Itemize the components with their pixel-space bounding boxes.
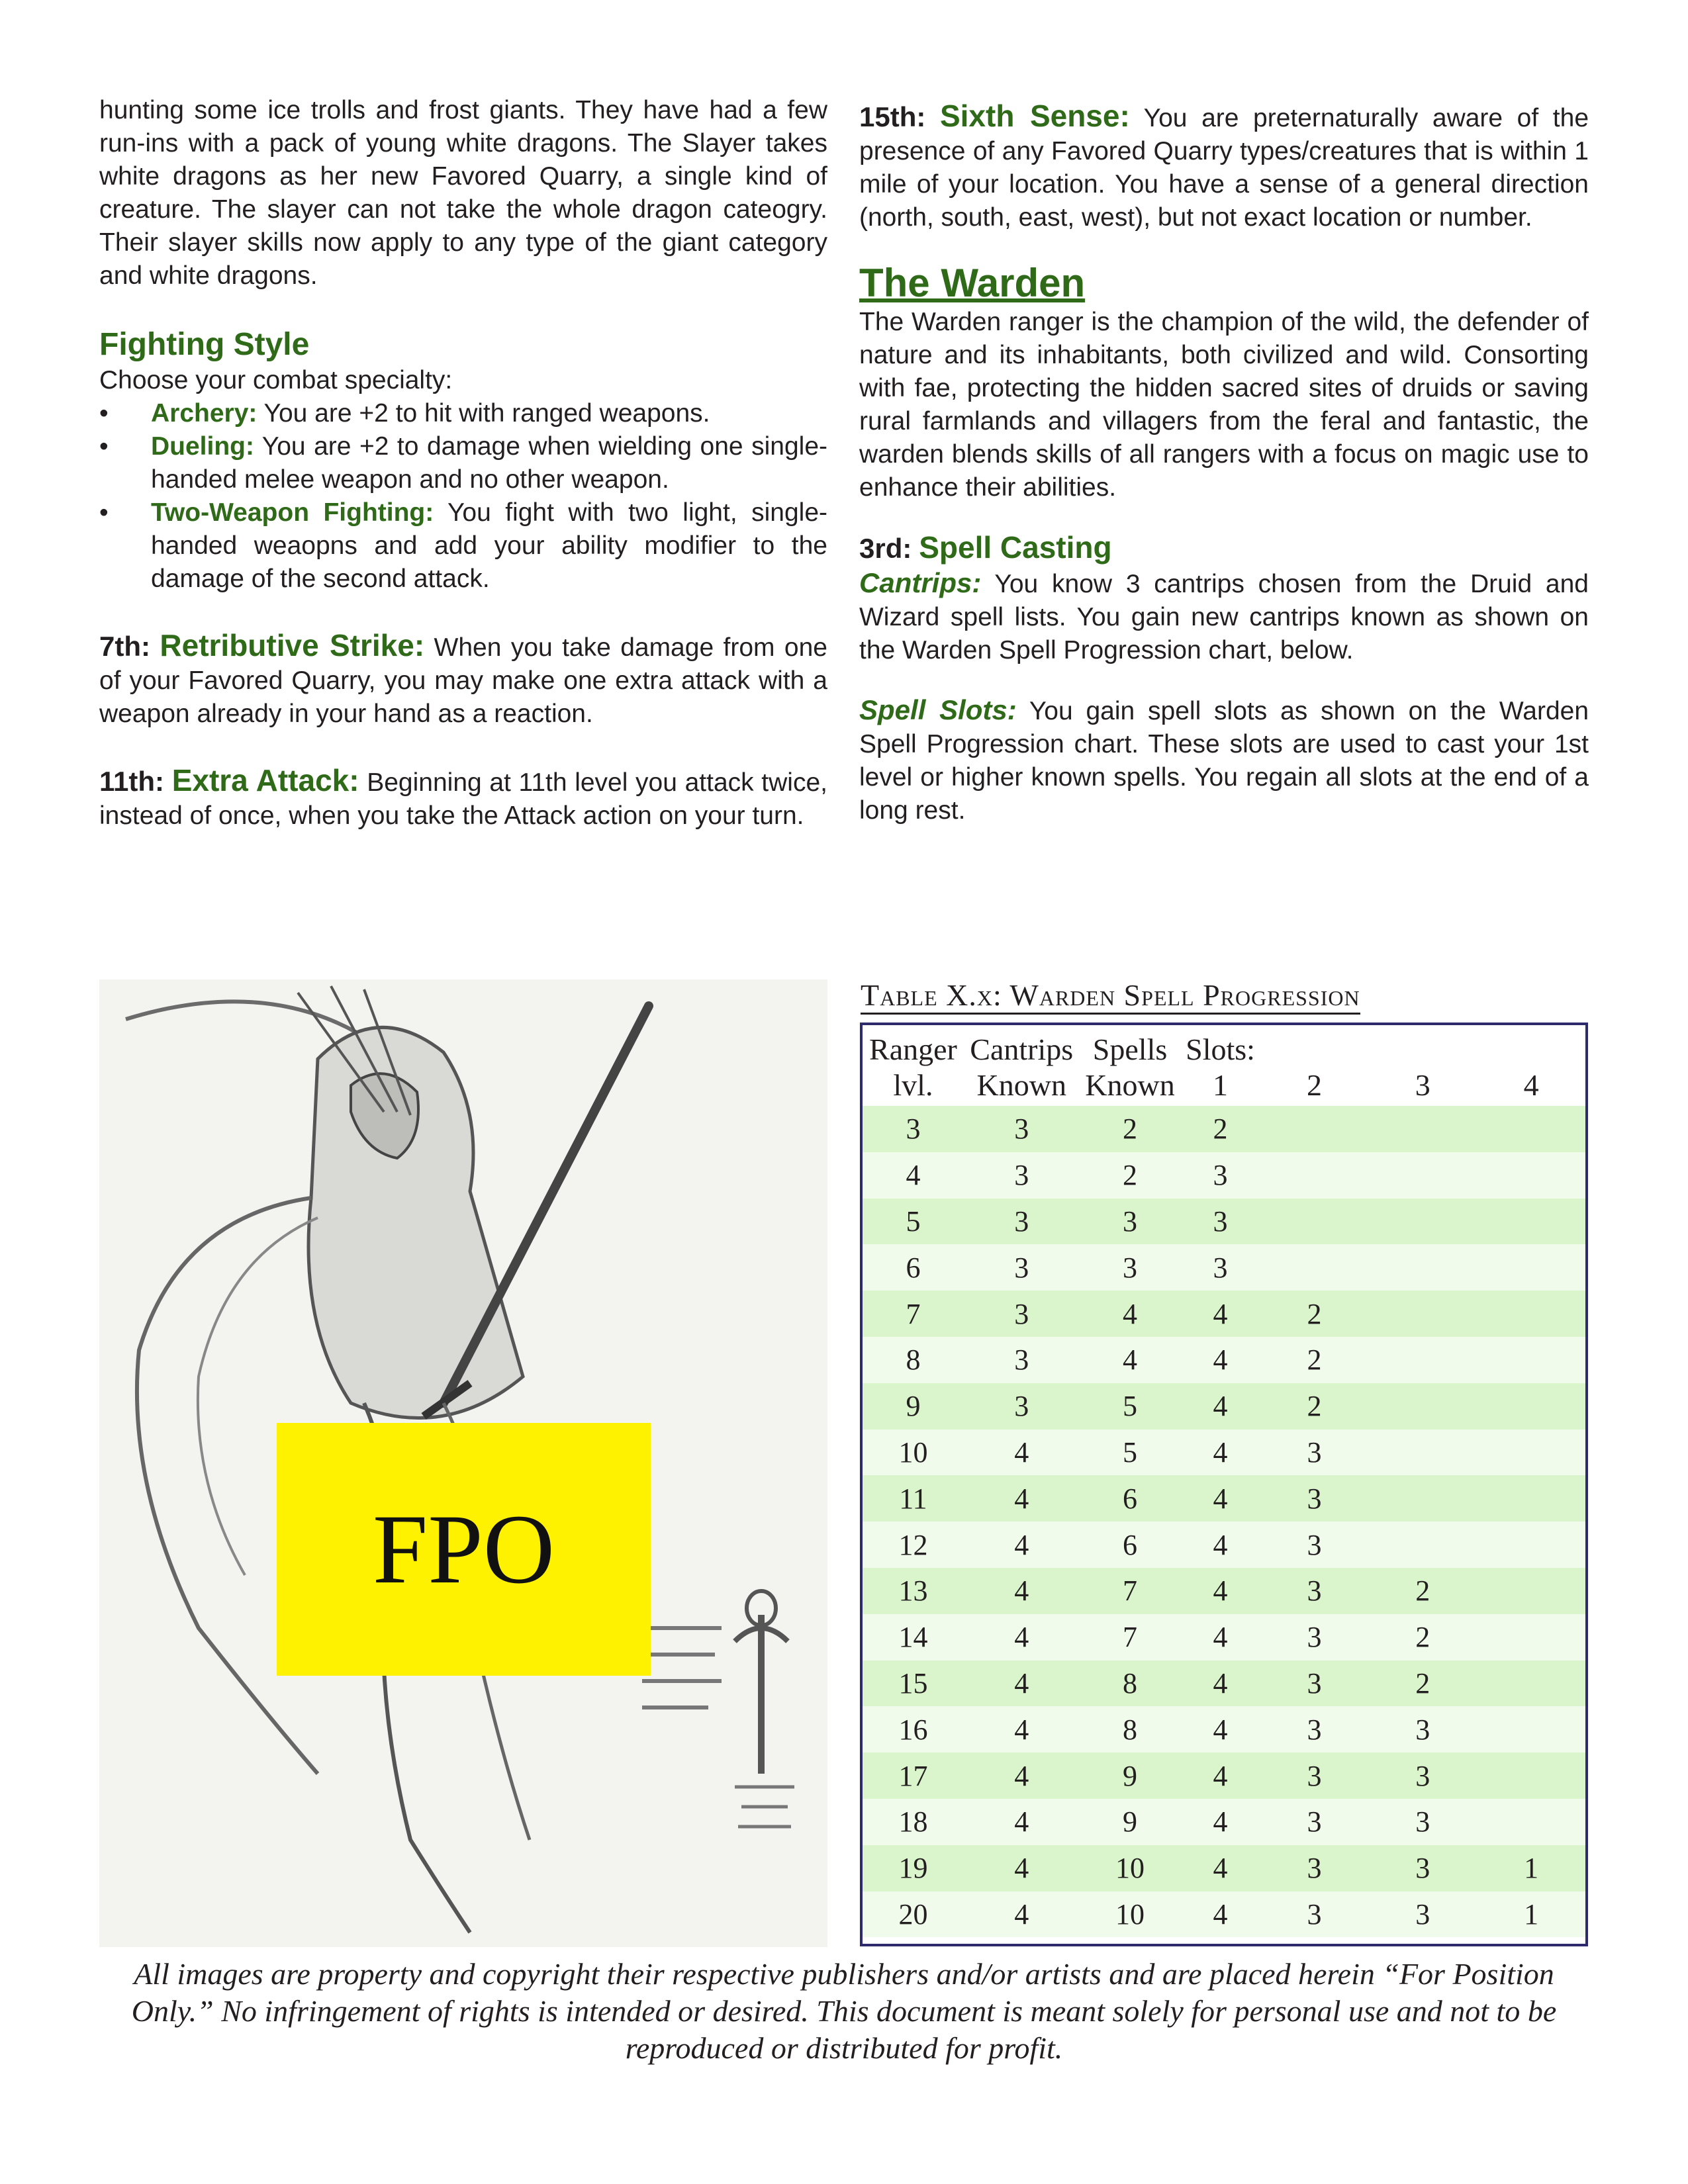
table-cell	[1368, 1199, 1477, 1245]
column-header: Cantrips Known	[970, 1032, 1074, 1102]
table-cell: 4	[1213, 1666, 1228, 1700]
table-cell: 14	[898, 1621, 928, 1654]
table-row	[863, 1291, 1585, 1337]
table-cell	[1477, 1199, 1585, 1245]
table-cell	[1477, 1661, 1585, 1707]
table-cell: 7	[906, 1297, 921, 1330]
table-cell: 3	[1415, 1897, 1430, 1931]
table-cell: 4	[1014, 1852, 1029, 1885]
table-cell: 3	[1213, 1251, 1228, 1284]
spell-slots-paragraph: Spell Slots: You gain spell slots as shown on the Warden Spell Progression chart. These slots are used to cast your 1st level or higher known spells. You regain all slots at the end of a long rest.	[859, 694, 1589, 825]
table-cell: 2	[1415, 1621, 1430, 1654]
table-cell	[1260, 1244, 1369, 1291]
column-header: 3	[1415, 1068, 1430, 1102]
table-cell: 3	[1307, 1805, 1322, 1839]
table-cell: 4	[1213, 1897, 1228, 1931]
table-row	[863, 1614, 1585, 1661]
table-cell: 3	[1307, 1482, 1322, 1515]
table-cell: 2	[1123, 1113, 1138, 1146]
table-cell	[1260, 1152, 1369, 1199]
table-cell: 4	[1014, 1435, 1029, 1469]
table-row	[863, 1337, 1585, 1383]
table-cell: 19	[898, 1852, 928, 1885]
sixth-sense: 15th: Sixth Sense: You are preternaturally aware of the presence of any Favored Quarry types/creatures that is within 1 mile of your location. You have a sense of a general direction (north, south, east, west), but not exact location or number.	[859, 99, 1589, 232]
table-cell: 2	[1307, 1297, 1322, 1330]
list-item: • Two-Weapon Fighting: You fight with two light, single-handed weaopns and add your ability modifier to the damage of the second attack.	[99, 496, 827, 596]
table-cell	[1477, 1475, 1585, 1522]
fpo-label: FPO	[372, 1494, 555, 1604]
table-cell: 3	[906, 1113, 921, 1146]
table-cell: 2	[1415, 1666, 1430, 1700]
table-cell: 3	[1415, 1759, 1430, 1792]
table-cell: 2	[1415, 1574, 1430, 1608]
column-header: Spells Known	[1085, 1032, 1175, 1102]
fighting-style-lead: Choose your combat specialty:	[99, 366, 453, 394]
table-cell: 3	[1014, 1251, 1029, 1284]
table-cell: 4	[1123, 1343, 1138, 1377]
table-cell: 4	[1014, 1713, 1029, 1746]
table-cell	[1477, 1383, 1585, 1430]
table-cell	[1368, 1291, 1477, 1337]
table-cell: 3	[1307, 1852, 1322, 1885]
table-row	[863, 1430, 1585, 1476]
table-cell: 5	[1123, 1435, 1138, 1469]
table-cell	[1477, 1291, 1585, 1337]
left-column	[99, 94, 827, 833]
table-cell: 3	[1014, 1297, 1029, 1330]
intro-paragraph: hunting some ice trolls and frost giants. They have had a few run-ins with a pack of young white dragons. The Slayer takes white dragons as her new Favored Quarry, a single kind of creature. The slayer can not take the whole dragon cateogry. Their slayer skills now apply to any type of the giant category and white dragons.	[99, 96, 827, 290]
fighting-style-heading: Fighting Style	[99, 327, 310, 362]
table-cell	[1368, 1522, 1477, 1568]
spell-progression-table	[860, 1023, 1588, 1946]
table-row	[863, 1152, 1585, 1199]
table-cell: 4	[906, 1159, 921, 1192]
table-cell: 4	[1014, 1666, 1029, 1700]
table-cell	[1260, 1199, 1369, 1245]
table-cell: 4	[1014, 1482, 1029, 1515]
table-cell: 17	[898, 1759, 928, 1792]
table-cell: 12	[898, 1528, 928, 1561]
table-cell: 5	[1123, 1390, 1138, 1423]
table-cell: 4	[1213, 1621, 1228, 1654]
table-row	[863, 1475, 1585, 1522]
table-cell	[1368, 1383, 1477, 1430]
table-cell: 2	[1307, 1343, 1322, 1377]
table-cell: 6	[1123, 1528, 1138, 1561]
table-row	[863, 1891, 1585, 1938]
list-item: • Archery: You are +2 to hit with ranged weapons.	[99, 397, 827, 430]
table-cell: 13	[898, 1574, 928, 1608]
table-cell: 4	[1213, 1528, 1228, 1561]
table-cell	[1477, 1614, 1585, 1661]
table-cell: 4	[1213, 1852, 1228, 1885]
table-cell: 4	[1014, 1528, 1029, 1561]
column-header: 2	[1306, 1068, 1322, 1102]
table-cell: 4	[1014, 1805, 1029, 1839]
spell-casting-heading: 3rd: Spell Casting	[859, 530, 1112, 565]
retributive-strike: 7th: Retributive Strike: When you take damage from one of your Favored Quarry, you may make one extra attack with a weapon already in your hand as a reaction.	[99, 628, 827, 728]
cantrips-paragraph: Cantrips: You know 3 cantrips chosen from the Druid and Wizard spell lists. You gain new cantrips known as shown on the Warden Spell Progression chart, below.	[859, 567, 1589, 664]
table-cell: 9	[1123, 1805, 1138, 1839]
table-row	[863, 1522, 1585, 1568]
table-cell	[1477, 1152, 1585, 1199]
extra-attack: 11th: Extra Attack: Beginning at 11th level you attack twice, instead of once, when you take the Attack action on your turn.	[99, 763, 827, 830]
table-cell	[1260, 1106, 1369, 1152]
table-cell: 4	[1213, 1482, 1228, 1515]
table-cell: 4	[1014, 1759, 1029, 1792]
table-cell: 3	[1213, 1205, 1228, 1238]
table-cell: 15	[898, 1666, 928, 1700]
table-cell: 4	[1123, 1297, 1138, 1330]
table-cell: 20	[898, 1897, 928, 1931]
table-cell: 3	[1415, 1713, 1430, 1746]
table-row	[863, 1845, 1585, 1891]
table-cell: 4	[1213, 1574, 1228, 1608]
table-cell	[1368, 1152, 1477, 1199]
table-cell	[1368, 1337, 1477, 1383]
table-cell: 3	[1014, 1159, 1029, 1192]
table-cell: 1	[1524, 1852, 1539, 1885]
table-row	[863, 1383, 1585, 1430]
table-cell: 4	[1213, 1390, 1228, 1423]
table-cell: 4	[1213, 1435, 1228, 1469]
right-column	[859, 99, 1589, 827]
table-row	[863, 1661, 1585, 1707]
warden-paragraph: The Warden ranger is the champion of the wild, the defender of nature and its inhabitants, both civilized and wild. Consorting with fae, protecting the hidden sacred sites of druids or saving rural farmlands and villagers from the feral and fantastic, the warden blends skills of all rangers with a focus on magic use to enhance their abilities.	[859, 308, 1589, 502]
table-cell: 4	[1213, 1343, 1228, 1377]
table-cell: 2	[1307, 1390, 1322, 1423]
table-row	[863, 1568, 1585, 1614]
table-cell: 2	[1123, 1159, 1138, 1192]
warden-heading: The Warden	[859, 261, 1086, 305]
table-cell: 3	[1307, 1435, 1322, 1469]
table-cell: 3	[1307, 1759, 1322, 1792]
ranger-illustration	[99, 979, 827, 1947]
table-cell: 4	[1014, 1621, 1029, 1654]
table-cell: 10	[898, 1435, 928, 1469]
table-cell: 9	[906, 1390, 921, 1423]
table-cell: 8	[1123, 1713, 1138, 1746]
table-cell: 4	[1213, 1805, 1228, 1839]
table-cell: 3	[1415, 1852, 1430, 1885]
table-cell	[1368, 1430, 1477, 1476]
table-cell: 7	[1123, 1574, 1138, 1608]
table-cell: 3	[1213, 1159, 1228, 1192]
table-cell: 3	[1307, 1528, 1322, 1561]
table-cell: 3	[1307, 1713, 1322, 1746]
table-cell	[1477, 1752, 1585, 1799]
table-cell: 7	[1123, 1621, 1138, 1654]
table-cell: 11	[899, 1482, 927, 1515]
table-cell	[1368, 1475, 1477, 1522]
table-row	[863, 1706, 1585, 1752]
fighting-style-list	[99, 397, 827, 596]
table-cell: 3	[1307, 1621, 1322, 1654]
table-row	[863, 1199, 1585, 1245]
table-cell: 8	[1123, 1666, 1138, 1700]
table-title: Table X.x: Warden Spell Progression	[861, 978, 1360, 1015]
list-item: • Dueling: You are +2 to damage when wielding one single-handed melee weapon and no other weapon.	[99, 430, 827, 496]
table-cell: 3	[1014, 1113, 1029, 1146]
table-cell: 4	[1213, 1759, 1228, 1792]
table-row	[863, 1244, 1585, 1291]
fpo-placeholder	[277, 1423, 651, 1676]
table-header-row	[863, 1025, 1585, 1106]
table-cell: 3	[1307, 1666, 1322, 1700]
column-header: 4	[1523, 1068, 1539, 1102]
table-cell	[1477, 1568, 1585, 1614]
table-cell	[1477, 1106, 1585, 1152]
table-cell	[1477, 1706, 1585, 1752]
table-cell: 6	[906, 1251, 921, 1284]
table-cell	[1368, 1106, 1477, 1152]
table-cell: 3	[1307, 1574, 1322, 1608]
table-cell: 4	[1213, 1713, 1228, 1746]
table-row	[863, 1799, 1585, 1845]
table-cell	[1368, 1244, 1477, 1291]
table-cell: 4	[1014, 1574, 1029, 1608]
table-cell: 4	[1213, 1297, 1228, 1330]
disclaimer-footer: All images are property and copyright their respective publishers and/or artists and are placed herein “For Position Only.” No infringement of rights is intended or desired. This document is meant solely for personal use and not to be reproduced or distributed for profit.	[131, 1957, 1557, 2065]
table-cell: 3	[1415, 1805, 1430, 1839]
table-cell: 10	[1115, 1897, 1145, 1931]
table-row	[863, 1106, 1585, 1152]
column-header: Slots: 1	[1186, 1032, 1255, 1102]
table-cell: 9	[1123, 1759, 1138, 1792]
table-cell	[1477, 1244, 1585, 1291]
table-row	[863, 1752, 1585, 1799]
table-cell: 18	[898, 1805, 928, 1839]
table-cell: 3	[1014, 1390, 1029, 1423]
table-cell: 6	[1123, 1482, 1138, 1515]
column-header: Ranger lvl.	[869, 1032, 957, 1102]
table-cell: 3	[1123, 1251, 1138, 1284]
table-cell: 3	[1014, 1343, 1029, 1377]
table-cell: 10	[1115, 1852, 1145, 1885]
table-cell: 5	[906, 1205, 921, 1238]
table-cell: 4	[1014, 1897, 1029, 1931]
table-cell	[1477, 1522, 1585, 1568]
table-cell: 3	[1123, 1205, 1138, 1238]
table-cell: 3	[1307, 1897, 1322, 1931]
table-cell	[1477, 1799, 1585, 1845]
table-cell: 2	[1213, 1113, 1228, 1146]
table-cell: 8	[906, 1343, 921, 1377]
table-cell: 16	[898, 1713, 928, 1746]
table-cell	[1477, 1337, 1585, 1383]
table-cell: 1	[1524, 1897, 1539, 1931]
table-cell	[1477, 1430, 1585, 1476]
table-cell: 3	[1014, 1205, 1029, 1238]
